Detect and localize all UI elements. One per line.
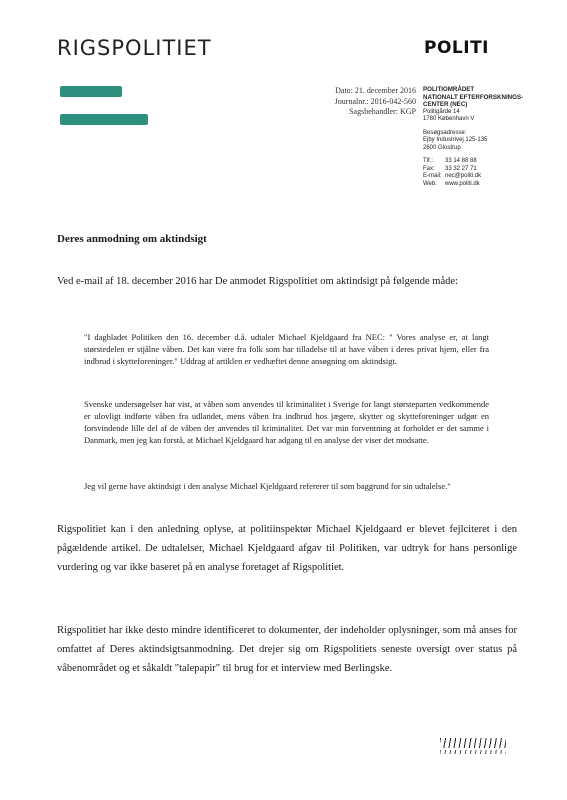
politi-logo: POLITI [424, 38, 489, 58]
contact-value: nec@politi.dk [445, 173, 482, 179]
contact-block [423, 86, 548, 188]
response-paragraph: Rigspolitiet kan i den anledning oplyse, at politiinspektør Michael Kjeldgaard er blevet fejlciteret i den pågældende artikel. De udtalelser, Michael Kjeldgaard afgav til Politiken, var udtryk for hans personlige vurdering og var ikke baseret på en analyse foretaget af Rigspolitiet. [57, 524, 517, 573]
letter-metadata [300, 86, 416, 118]
address-line: Politigårde 14 [423, 108, 460, 115]
journal-number-line: Journalnr.: 2016-042-560 [334, 96, 416, 106]
redacted-recipient-name [60, 86, 122, 97]
contact-key: Fax: [423, 165, 435, 172]
sender-wordmark: RIGSPOLITIET [57, 36, 212, 60]
unit-name-line: POLITIOMRÅDET [423, 86, 475, 93]
contact-key: Tlf.: [423, 158, 433, 164]
contact-row-fax [423, 166, 548, 174]
unit-name-line: NATIONALT EFTERFORSKNINGS- [423, 93, 524, 101]
contact-value: www.politi.dk [445, 180, 480, 187]
contact-row-web [423, 181, 548, 189]
contact-value: 33 14 88 88 [445, 158, 477, 164]
intro-paragraph: Ved e-mail af 18. december 2016 har De anmodet Rigspolitiet om aktindsigt på følgende måde: [57, 276, 458, 287]
quoted-request-paragraph: Svenske undersøgelser har vist, at våben som anvendes til kriminalitet i Sverige for langt størsteparten vedkommende er ulovligt indførte våben fra udlandet, mens våben fra indbrud hos jægere, skytter og skytteforeninger udgør en forsvindende lille del af de våben der anvendes til kriminalitet. Det var min forventning at forholdet er det samme i Danmark, men jeg kan forstå, at Michael Kjeldgaard har adgang til en analyse der viser det modsatte. [84, 399, 489, 445]
unit-name-line: CENTER (NEC) [423, 101, 468, 108]
contact-key: Web: [423, 180, 437, 187]
contact-key: E-mail: [423, 173, 442, 179]
contact-value: 33 32 27 71 [445, 165, 477, 172]
date-line: Dato: 21. december 2016 [335, 86, 416, 95]
quoted-request-paragraph: "I dagbladet Politiken den 16. december d.å. udtaler Michael Kjeldgaard fra NEC: " Vores analyse er, at langt størstedelen er stjålne våben. Det kan være fra folk som har tilladelse til at have våben i deres privat hjem, eller fra indbrud i skytteforeninger." Uddrag af artiklen er vedhæftet denne ansøgning om aktindsigt. [84, 332, 489, 366]
address-line: 1780 København V [423, 116, 475, 122]
contact-row-phone [423, 158, 548, 166]
visit-address-line: Ejby Industrivej 125-135 [423, 137, 488, 143]
quoted-request-paragraph: Jeg vil gerne have aktindsigt i den analyse Michael Kjeldgaard refererer til som baggrund for sin udtalelse." [84, 481, 451, 491]
contact-row-email [423, 173, 548, 181]
scan-tick-marks [440, 750, 506, 754]
letter-subject: Deres anmodning om aktindsigt [57, 233, 207, 245]
visit-address-line: 2600 Glostrup [423, 144, 461, 151]
case-handler-line: Sagsbehandler: KGP [349, 107, 416, 116]
documents-paragraph: Rigspolitiet har ikke desto mindre identificeret to dokumenter, der indeholder oplysninger, som må anses for omfattet af Deres aktindsigtsanmodning. Det drejer sig om Rigspolitiets seneste oversigt over status på våbenområdet og et såkaldt "talepapir" til brug for et interview med Berlingske. [57, 625, 517, 674]
redacted-recipient-email [60, 114, 148, 125]
scan-tick-marks [440, 738, 506, 748]
visit-address-label: Besøgsadresse: [423, 129, 467, 136]
